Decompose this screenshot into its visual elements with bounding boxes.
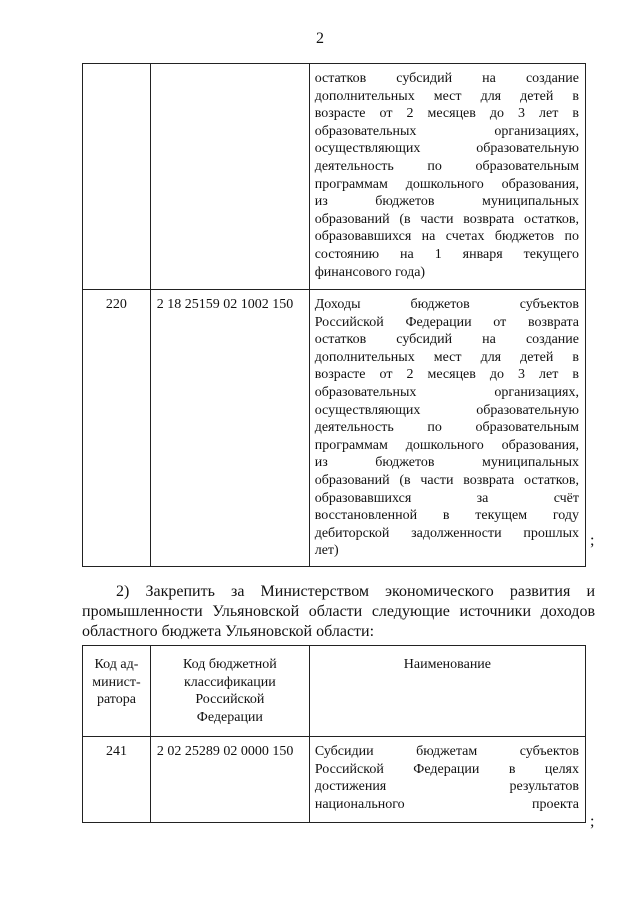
- name-line: восстановленной в текущем году: [314, 508, 579, 524]
- name-line: остатков субсидий на создание: [314, 71, 579, 86]
- name-line: остатков субсидий на создание: [314, 332, 579, 348]
- table-row: [83, 737, 586, 823]
- name-line: образований (в части возврата остатков,: [314, 211, 579, 227]
- admin-code-cell: 220: [83, 290, 151, 567]
- name-line: лет): [314, 543, 339, 559]
- name-line: Российской Федерации от возврата: [314, 314, 579, 330]
- name-line: достижения результатов: [314, 779, 579, 795]
- revenue-table-continued: [82, 63, 586, 567]
- name-line: осуществляющих образовательную: [314, 402, 579, 418]
- name-line: образовавшихся на счетах бюджетов по: [314, 229, 579, 245]
- name-line: образовательных организациях,: [314, 384, 579, 400]
- name-line: деятельность по образовательным: [314, 420, 579, 436]
- name-line: образовательных организациях,: [314, 123, 579, 139]
- paragraph-line: областного бюджета Ульяновской области:: [82, 623, 375, 640]
- admin-code-cell: 241: [83, 737, 151, 823]
- name-line: дополнительных мест для детей в: [314, 349, 579, 365]
- semicolon-mark: ;: [590, 813, 595, 830]
- name-line: возрасте от 2 месяцев до 3 лет в: [314, 367, 579, 383]
- classification-code-cell: 2 02 25289 02 0000 150: [150, 737, 309, 823]
- paragraph-line: 2) Закрепить за Министерством экономического развития и: [116, 583, 595, 600]
- name-line: образований (в части возврата остатков,: [314, 472, 579, 488]
- column-header-name: Наименование: [309, 646, 585, 737]
- name-cell: [309, 64, 585, 290]
- table-row: [83, 290, 586, 567]
- paragraph: [82, 582, 595, 642]
- name-line: осуществляющих образовательную: [314, 141, 579, 157]
- column-header-admin-code: Код ад- минист- ратора: [83, 646, 151, 737]
- table-row: [83, 64, 586, 290]
- name-line: из бюджетов муниципальных: [314, 194, 579, 210]
- column-header-classification-code: Код бюджетной классификации Российской Федерации: [150, 646, 309, 737]
- name-line: дополнительных мест для детей в: [314, 88, 579, 104]
- name-line: программам дошкольного образования,: [314, 437, 579, 453]
- name-line: из бюджетов муниципальных: [314, 455, 579, 471]
- admin-code-cell: [83, 64, 151, 290]
- name-line: дебиторской задолженности прошлых: [314, 525, 579, 541]
- classification-code-cell: [150, 64, 309, 290]
- paragraph-line: промышленности Ульяновской области следующие источники доходов: [82, 603, 595, 620]
- name-line: состоянию на 1 января текущего: [314, 246, 579, 262]
- name-line: национального проекта: [314, 796, 579, 812]
- name-line: образовавшихся за счёт: [314, 490, 579, 506]
- table-header-row: [83, 646, 586, 737]
- revenue-sources-table: [82, 645, 586, 823]
- name-line: Субсидии бюджетам субъектов: [314, 744, 579, 759]
- name-line: деятельность по образовательным: [314, 158, 579, 174]
- name-line: программам дошкольного образования,: [314, 176, 579, 192]
- classification-code-cell: 2 18 25159 02 1002 150: [150, 290, 309, 567]
- name-line: Доходы бюджетов субъектов: [314, 297, 579, 312]
- name-line: Российской Федерации в целях: [314, 761, 579, 777]
- name-line: финансового года): [314, 264, 426, 280]
- name-cell: [309, 290, 585, 567]
- name-cell: [309, 737, 585, 823]
- name-line: возрасте от 2 месяцев до 3 лет в: [314, 106, 579, 122]
- page-number: 2: [316, 30, 324, 47]
- semicolon-mark: ;: [590, 532, 595, 549]
